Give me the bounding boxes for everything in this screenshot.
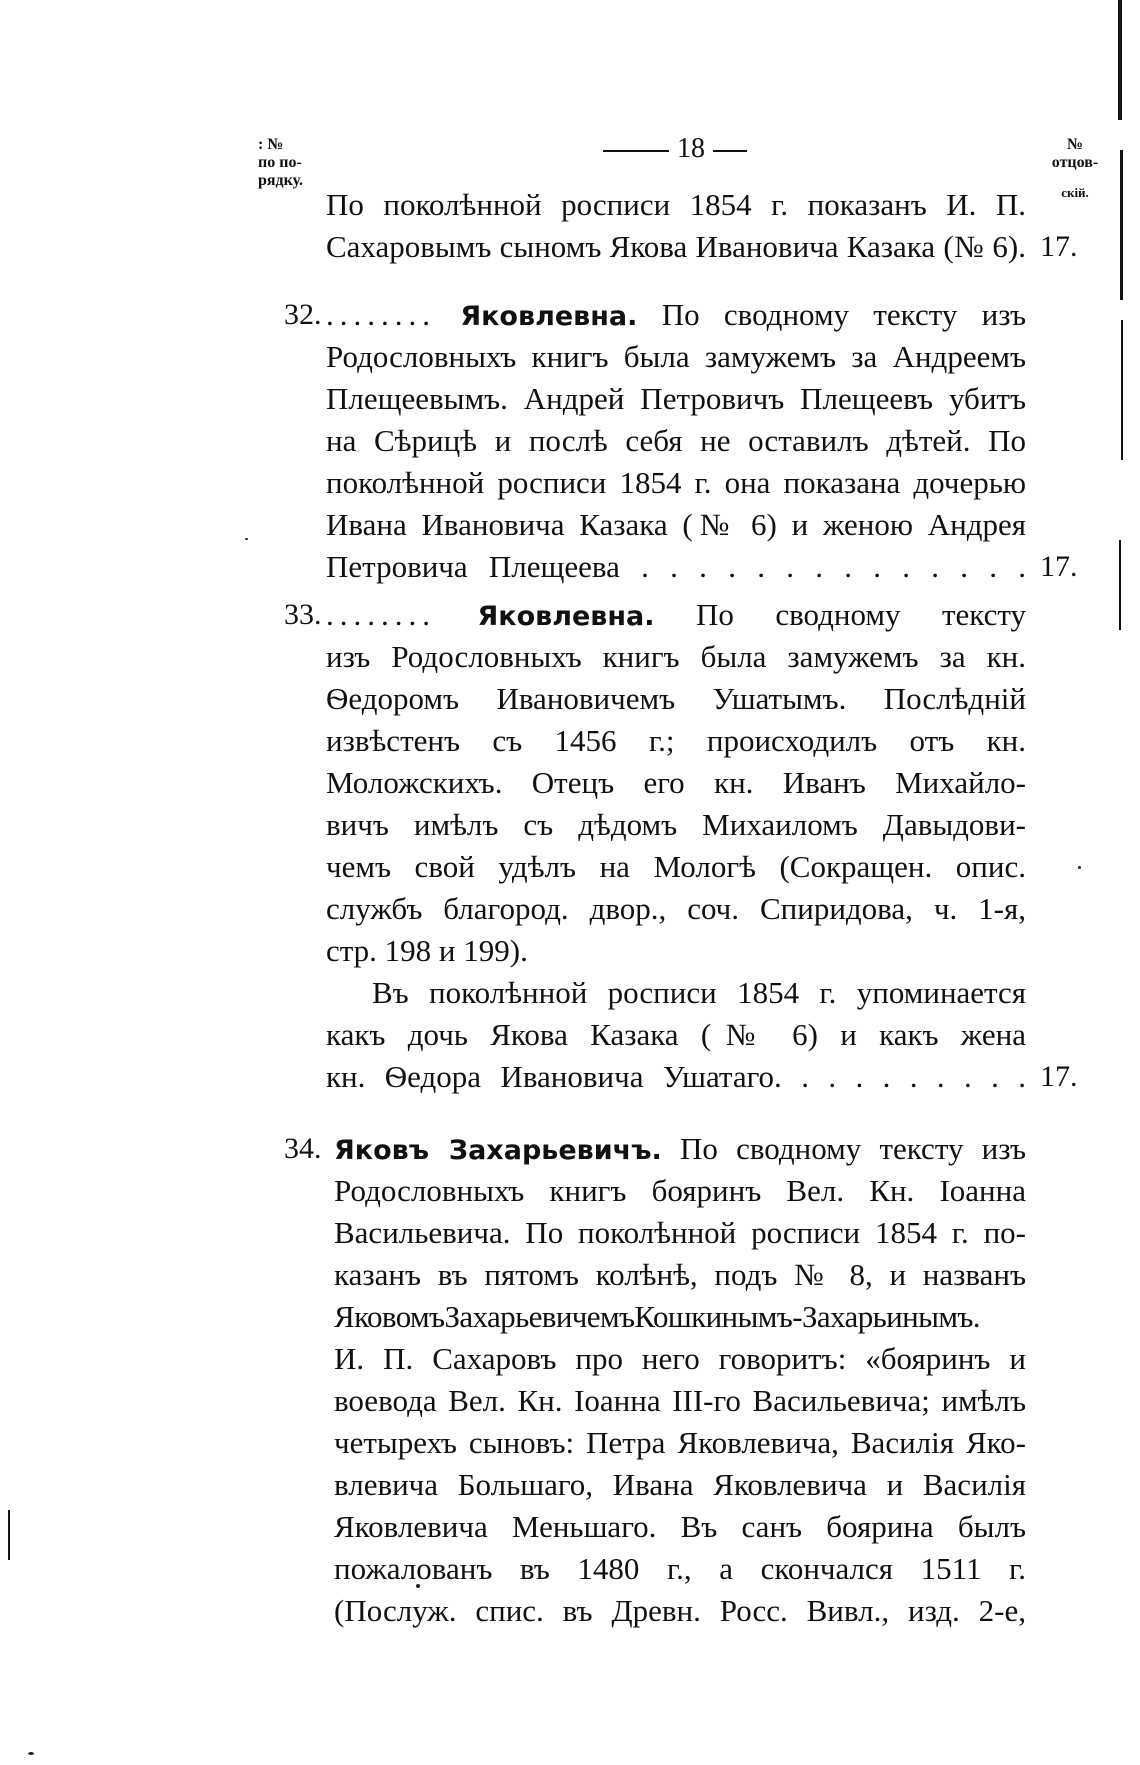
text-line: службъ благород. двор., соч. Спиридова, ч. 1-я, <box>326 891 1026 926</box>
header-left-line3: рядку. <box>258 172 304 189</box>
entry-first-line <box>326 294 1026 336</box>
text-line: стр. 198 и 199). <box>326 933 528 968</box>
text-line: изъ Родословныхъ книгъ была замужемъ за кн. <box>326 639 1026 674</box>
text-line: казанъ въ пятомъ колѣнѣ, подъ № 8, и названъ <box>334 1257 1026 1292</box>
reference-number: 17. <box>1040 1060 1078 1093</box>
text-line: поколѣнной росписи 1854 г. она показана дочерью <box>326 465 1026 500</box>
text-line: Моложскихъ. Отецъ его кн. Иванъ Михайло- <box>326 765 1026 800</box>
text-line: какъ дочь Якова Казака (№ 6) и какъ жена <box>326 1017 1026 1052</box>
entry-last-line <box>326 546 1026 588</box>
scan-speck <box>245 538 248 540</box>
text-fragment: По сводному тексту изъ <box>661 297 1027 332</box>
header-dash <box>603 150 669 152</box>
header-left-line2: по по- <box>258 154 302 171</box>
text-line: четырехъ сыновъ: Петра Яковлевича, Василія Яко- <box>334 1425 1026 1460</box>
text-line: (Послуж. спис. въ Древн. Росс. Вивл., изд. 2-е, <box>334 1593 1026 1628</box>
scan-edge-line <box>8 1510 10 1560</box>
entry-number: 34. <box>284 1132 322 1165</box>
entry-name: Яковлевна. <box>460 301 638 332</box>
text-line: Яковлевича Меньшаго. Въ санъ боярина былъ <box>334 1509 1026 1544</box>
text-line: ЯковомъЗахарьевичемъКошкинымъ-Захарьинымъ. <box>334 1299 980 1334</box>
text-line: Васильевича. По поколѣнной росписи 1854 г. по- <box>334 1215 1026 1250</box>
entry-first-line <box>334 1128 1026 1170</box>
text-line: И. П. Сахаровъ про него говоритъ: «бояринъ и <box>334 1341 1026 1376</box>
entry-name: Яковлевна. <box>477 601 655 632</box>
entry-number: 33. <box>284 598 322 631</box>
entry-name: Яковъ Захарьевичъ. <box>334 1135 662 1166</box>
entry-first-line <box>326 594 1026 636</box>
header-right-label <box>1040 136 1110 202</box>
scan-edge-line <box>1120 150 1123 300</box>
header-right-line1: № <box>1066 136 1084 153</box>
reference-number: 17. <box>1040 550 1078 583</box>
header-right-line3: скій. <box>1061 185 1089 200</box>
header-left-line1: : № <box>258 136 284 153</box>
text-fragment: По сводному тексту <box>696 597 1026 632</box>
text-fragment: кн. Ѳедора Ивановича Ушатаго. <box>326 1059 782 1094</box>
text-line: Плещеевымъ. Андрей Петровичъ Плещеевъ убитъ <box>326 381 1026 416</box>
header-right-line2: отцов- <box>1051 154 1099 171</box>
dot-leader: ........ <box>326 297 436 332</box>
page-number: 18 <box>677 133 705 164</box>
text-line: чемъ свой удѣлъ на Мологѣ (Сокращен. опис. <box>326 849 1026 884</box>
text-line: Родословныхъ книгъ была замужемъ за Андреемъ <box>326 339 1026 374</box>
header-dash <box>713 150 747 152</box>
entry-last-line <box>326 1056 1026 1098</box>
scan-edge-line <box>1121 320 1123 460</box>
scan-edge-line <box>1119 540 1121 630</box>
scan-edge-line <box>1118 0 1122 120</box>
text-fragment: Петровича Плещеева <box>326 549 620 584</box>
header-left-label <box>258 136 303 190</box>
page-number-block <box>580 133 770 165</box>
text-line: на Сѣрицѣ и послѣ себя не оставилъ дѣтей. По <box>326 423 1026 458</box>
text-fragment: По сводному тексту изъ <box>679 1131 1027 1166</box>
dot-leader: . . . . . . . . . . . . . . <box>641 549 1027 584</box>
text-line: извѣстенъ съ 1456 г.; происходилъ отъ кн. <box>326 723 1026 758</box>
scan-speck <box>28 1752 34 1755</box>
text-line: влевича Большаго, Ивана Яковлевича и Василія <box>334 1467 1026 1502</box>
entry-number: 32. <box>284 298 322 331</box>
text-line: пожалованъ въ 1480 г., а скончался 1511 г. <box>334 1551 1026 1586</box>
paragraph-first-line: Въ поколѣнной росписи 1854 г. упоминается <box>372 975 1026 1010</box>
text-line: Ивана Ивановича Казака (№ 6) и женою Андрея <box>326 507 1026 542</box>
reference-number: 17. <box>1040 230 1078 263</box>
text-line: воевода Вел. Кн. Іоанна III-го Васильевича; имѣлъ <box>334 1383 1026 1418</box>
dot-leader: ........ <box>326 597 436 632</box>
scan-speck <box>1078 866 1081 869</box>
text-line: вичъ имѣлъ съ дѣдомъ Михаиломъ Давыдови- <box>326 807 1026 842</box>
dot-leader: . . . . . . . . . <box>801 1059 1026 1094</box>
text-line: Ѳедоромъ Ивановичемъ Ушатымъ. Послѣдній <box>326 681 1026 716</box>
text-line: По поколѣнной росписи 1854 г. показанъ И. П. <box>326 187 1026 222</box>
text-line: Сахаровымъ сыномъ Якова Ивановича Казака (№ 6). <box>326 229 1026 264</box>
text-line: Родословныхъ книгъ бояринъ Вел. Кн. Іоанна <box>334 1173 1026 1208</box>
